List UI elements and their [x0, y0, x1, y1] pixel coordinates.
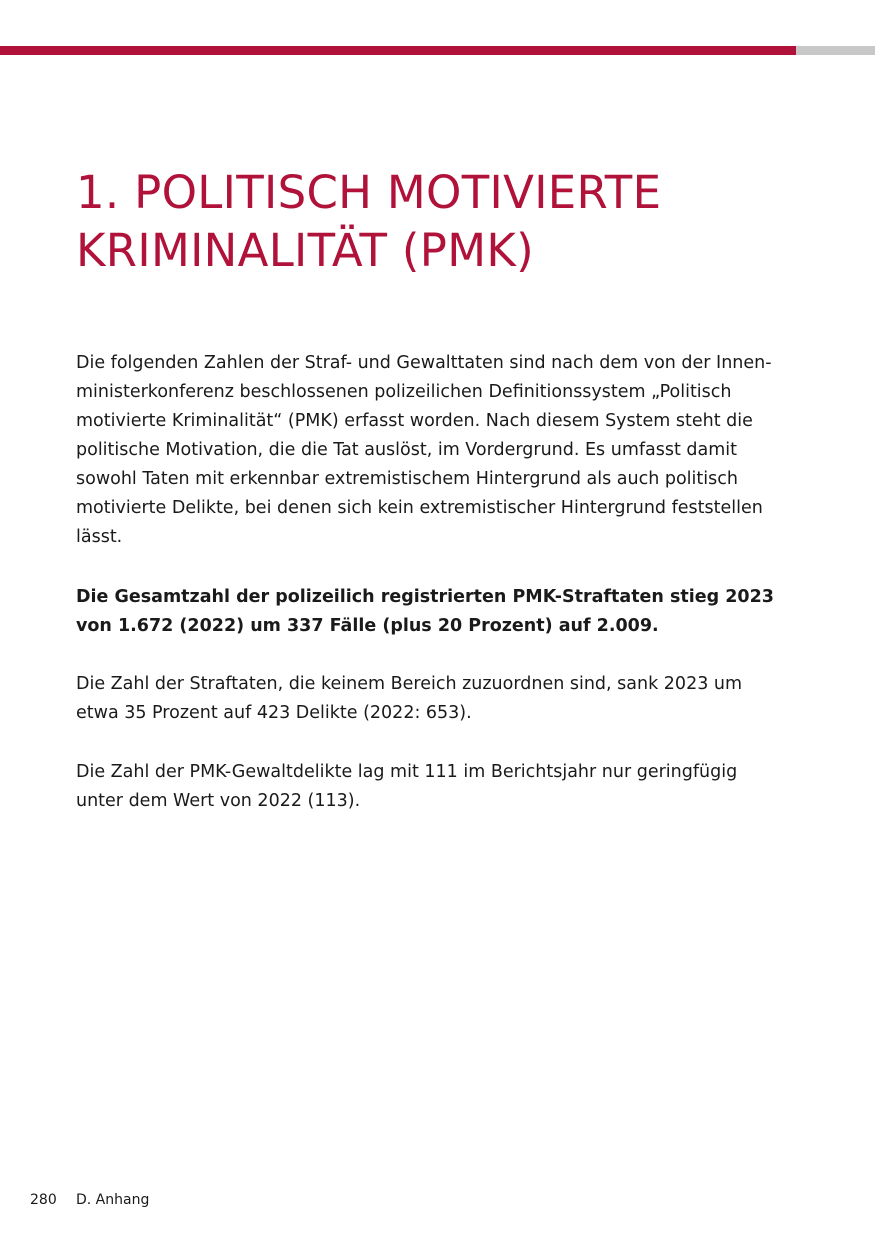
text-line: Die Zahl der Straftaten, die keinem Bereich zuzuordnen sind, sank 2023 um — [76, 674, 743, 694]
text-line: sowohl Taten mit erkennbar extremistischem Hintergrund als auch politisch — [76, 469, 738, 489]
footer-section: D. Anhang — [76, 1192, 150, 1208]
page-title-line: KRIMINALITÄT (PMK) — [76, 224, 534, 277]
text-line: etwa 35 Prozent auf 423 Delikte (2022: 653). — [76, 703, 472, 723]
text-line: unter dem Wert von 2022 (113). — [76, 791, 361, 811]
page-number: 280 — [30, 1192, 57, 1208]
text-line: motivierte Delikte, bei denen sich kein extremistischer Hintergrund feststellen — [76, 498, 763, 518]
paragraph-unassigned — [76, 670, 806, 728]
text-line: motivierte Kriminalität“ (PMK) erfasst worden. Nach diesem System steht die — [76, 411, 753, 431]
text-line: Die Zahl der PMK-Gewaltdelikte lag mit 111 im Berichtsjahr nur geringfügig — [76, 762, 738, 782]
header-accent-bar-red — [0, 46, 796, 55]
text-line: lässt. — [76, 527, 123, 547]
text-line: von 1.672 (2022) um 337 Fälle (plus 20 Prozent) auf 2.009. — [76, 616, 659, 636]
page-title-line: 1. POLITISCH MOTIVIERTE — [76, 166, 662, 219]
text-line: politische Motivation, die die Tat auslöst, im Vordergrund. Es umfasst damit — [76, 440, 738, 460]
header-accent-bar-grey — [796, 46, 875, 55]
header-accent-bar — [0, 46, 875, 55]
paragraph-intro — [76, 349, 806, 552]
text-line: Die Gesamtzahl der polizeilich registrierten PMK-Straftaten stieg 2023 — [76, 587, 774, 607]
paragraph-violence — [76, 758, 806, 816]
page-footer — [30, 1190, 149, 1210]
paragraph-highlight — [76, 583, 806, 641]
page-title — [76, 164, 836, 280]
text-line: ministerkonferenz beschlossenen polizeilichen Definitionssystem „Politisch — [76, 382, 732, 402]
text-line: Die folgenden Zahlen der Straf- und Gewalttaten sind nach dem von der Innen- — [76, 353, 772, 373]
